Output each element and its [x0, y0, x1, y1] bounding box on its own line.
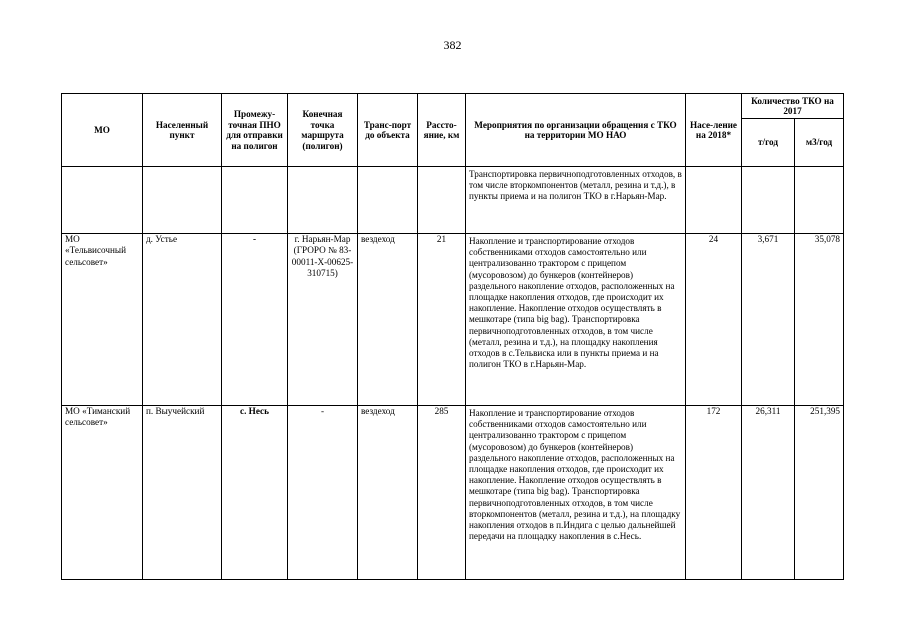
header-settlement: Населенный пункт [143, 94, 222, 167]
cell-tpy [742, 167, 795, 234]
cell-population [686, 167, 742, 234]
cell-population: 24 [686, 234, 742, 406]
header-endpoint: Конечная точка маршрута (полигон) [288, 94, 358, 167]
cell-endpoint: - [288, 406, 358, 580]
cell-endpoint: г. Нарьян-Мар (ГРОРО № 83-00011-Х-00625-310715) [288, 234, 358, 406]
cell-intermediate: с. Несь [222, 406, 288, 580]
cell-tpy: 26,311 [742, 406, 795, 580]
header-mo: МО [62, 94, 143, 167]
header-measures: Мероприятия по организации обращения с ТКО на территории МО НАО [466, 94, 686, 167]
header-tpy: т/год [742, 119, 795, 167]
cell-endpoint [288, 167, 358, 234]
cell-m3py: 251,395 [795, 406, 844, 580]
cell-mo: МО «Тиманский сельсовет» [62, 406, 143, 580]
cell-settlement: п. Выучейский [143, 406, 222, 580]
header-tko-amount: Количество ТКО на 2017 [742, 94, 844, 119]
cell-population: 172 [686, 406, 742, 580]
cell-transport [358, 167, 418, 234]
header-intermediate: Промежу-точная ПНО для отправки на полигон [222, 94, 288, 167]
cell-measures: Накопление и транспортирование отходов собственниками отходов самостоятельно или централизованно трактором с прицепом (мусоровозом) до бункеров (контейнеров) раздельного накопление отходов, расположенных на площадке накопления отходов, где происходит их накопление. Накопление отходов осуществлять в мешкотаре (типа big bag). Транспортировка первичноподготовленных отходов, в том числе вторкомпонентов (металл, резина и т.д.), на площадку накопления отходов в п.Индига с целью дальнейшей передачи на площадку накопления в с.Несь. [466, 406, 686, 580]
cell-m3py [795, 167, 844, 234]
cell-transport: вездеход [358, 406, 418, 580]
cell-intermediate: - [222, 234, 288, 406]
header-distance: Рассто-яние, км [418, 94, 466, 167]
table-header [62, 94, 844, 167]
header-transport: Транс-порт до объекта [358, 94, 418, 167]
cell-tpy: 3,671 [742, 234, 795, 406]
table-row [62, 234, 844, 406]
table-row [62, 406, 844, 580]
cell-measures: Транспортировка первичноподготовленных отходов, в том числе вторкомпонентов (металл, резина и т.д.), в пункты приема и на полигон ТКО в г.Нарьян-Мар. [466, 167, 686, 234]
cell-distance: 21 [418, 234, 466, 406]
cell-measures: Накопление и транспортирование отходов собственниками отходов самостоятельно или централизованно трактором с прицепом (мусоровозом) до бункеров (контейнеров) раздельного накопление отходов, расположенных на площадке накопления отходов, где происходит их накопление. Накопление отходов осуществлять в мешкотаре (типа big bag). Транспортировка первичноподготовленных отходов, в том числе (металл, резина и т.д.), на площадку накопления отходов в с.Тельвиска или в пункты приема и на полигон ТКО в г.Нарьян-Мар. [466, 234, 686, 406]
cell-m3py: 35,078 [795, 234, 844, 406]
table-row [62, 167, 844, 234]
tko-table [61, 93, 844, 580]
cell-distance [418, 167, 466, 234]
cell-mo [62, 167, 143, 234]
cell-settlement [143, 167, 222, 234]
page-number: 382 [443, 38, 462, 52]
header-m3py: м3/год [795, 119, 844, 167]
cell-mo: МО «Тельвисочный сельсовет» [62, 234, 143, 406]
cell-transport: вездеход [358, 234, 418, 406]
cell-settlement: д. Устье [143, 234, 222, 406]
cell-intermediate [222, 167, 288, 234]
header-population: Насе-ление на 2018* [686, 94, 742, 167]
cell-distance: 285 [418, 406, 466, 580]
